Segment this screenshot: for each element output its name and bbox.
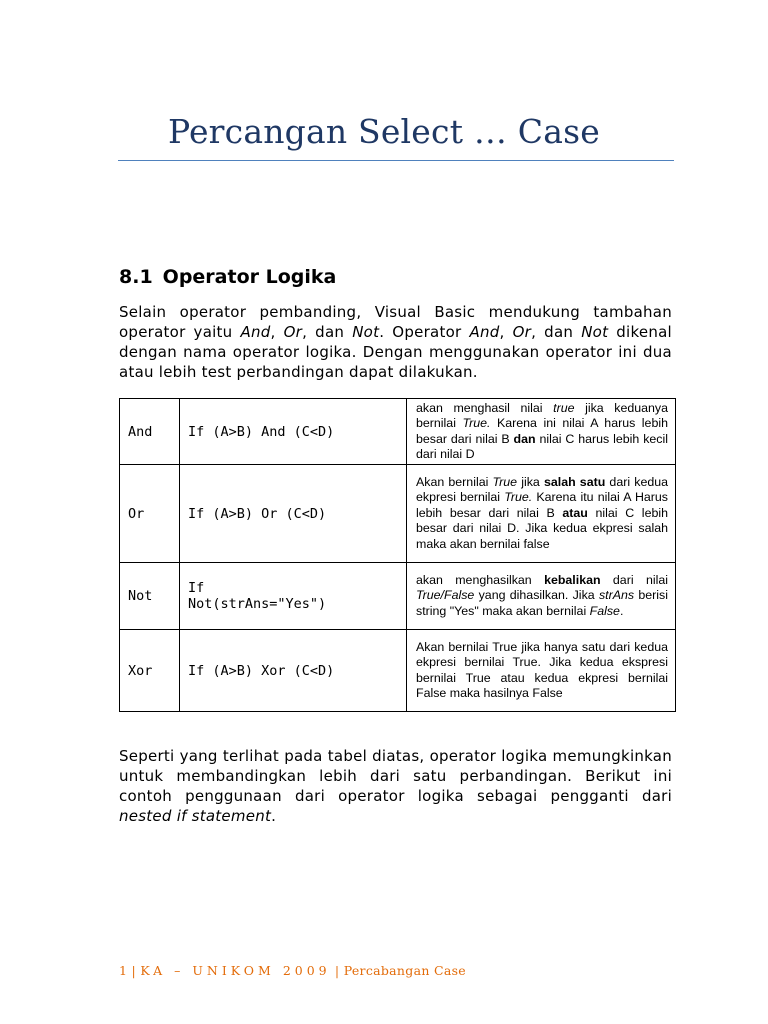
keyword-and: And	[469, 323, 500, 341]
desc-text: jika	[517, 474, 544, 489]
desc-text: nilai C harus lebih kecil dari nilai D	[416, 431, 668, 461]
desc-italic: True.	[504, 490, 533, 505]
table-row	[120, 630, 676, 712]
operator-cell: And	[120, 399, 180, 465]
desc-text: yang dihasilkan. Jika	[474, 588, 599, 603]
intro-paragraph	[119, 302, 672, 382]
desc-text: .	[619, 603, 624, 618]
keyword-and: And	[240, 323, 271, 341]
desc-italic: True.	[462, 416, 491, 430]
expression-cell: If (A>B) And (C<D)	[180, 399, 407, 465]
expression-cell: If (A>B) Or (C<D)	[180, 465, 407, 563]
desc-italic: true	[553, 400, 575, 415]
desc-text: Karena itu nilai A Harus lebih besar dari nilai B	[416, 490, 668, 520]
desc-text: nilai C lebih besar dari nilai D. Jika kedua ekpresi salah maka akan bernilai false	[416, 505, 668, 551]
intro-text: , dan	[531, 323, 582, 341]
section-title: Operator Logika	[162, 266, 337, 288]
desc-text: akan menghasilkan	[416, 572, 545, 587]
desc-bold: kebalikan	[544, 572, 601, 587]
section-number: 8.1	[119, 266, 153, 288]
desc-italic: True	[492, 474, 518, 489]
page-number: 1	[119, 963, 128, 978]
expression-cell	[180, 563, 407, 630]
desc-text: dari nilai	[600, 572, 668, 587]
expression-cell: If (A>B) Xor (C<D)	[180, 630, 407, 712]
outro-text: Seperti yang terlihat pada tabel diatas, operator logika memungkinkan untuk membandingkan lebih dari satu perbandingan. Berikut ini contoh penggunaan dari operator logika sebagai pengganti dari	[119, 747, 672, 805]
description-cell: Akan bernilai True jika hanya satu dari kedua ekpresi bernilai True. Jika kedua ekspresi bernilai True atau kedua ekpresi bernilai False maka hasilnya False	[407, 630, 676, 712]
intro-text: ,	[270, 323, 284, 341]
operator-cell: Or	[120, 465, 180, 563]
keyword-or: Or	[283, 323, 303, 341]
outro-text: .	[271, 807, 277, 825]
intro-text: ,	[499, 323, 513, 341]
operator-cell: Not	[120, 563, 180, 630]
intro-text: Selain operator pembanding, Visual Basic mendukung tambahan operator yaitu	[119, 303, 672, 341]
outro-paragraph	[119, 746, 672, 826]
desc-text: berisi string "Yes" maka akan bernilai	[416, 588, 668, 618]
operator-cell: Xor	[120, 630, 180, 712]
page-title: Percangan Select … Case	[168, 112, 600, 151]
table-row	[120, 465, 676, 563]
expression-line: If	[188, 580, 205, 596]
keyword-not: Not	[352, 323, 380, 341]
intro-text: dikenal dengan nama operator logika. Dengan menggunakan operator ini dua atau lebih test perbandingan dapat dilakukan.	[119, 323, 672, 381]
footer-org: KA – UNIKOM 2009	[140, 963, 331, 978]
intro-text: , dan	[302, 323, 353, 341]
desc-bold: atau	[562, 505, 588, 520]
description-cell	[407, 465, 676, 563]
desc-text: dari kedua ekpresi bernilai	[416, 474, 669, 505]
title-underline	[118, 160, 674, 161]
footer-separator: |	[330, 963, 344, 978]
desc-text: akan menghasil nilai	[416, 400, 554, 415]
description-cell	[407, 399, 676, 465]
section-heading	[119, 266, 336, 288]
description-cell	[407, 563, 676, 630]
desc-bold: dan	[513, 431, 536, 446]
desc-bold: salah satu	[543, 474, 606, 489]
desc-text: Akan bernilai	[416, 474, 493, 489]
page-footer	[119, 963, 466, 978]
desc-italic: True/False	[416, 588, 475, 603]
expression-line: Not(strAns="Yes")	[188, 596, 327, 612]
table-row	[120, 563, 676, 630]
desc-italic: strAns	[598, 588, 635, 603]
outro-italic: nested if statement	[119, 807, 272, 825]
logical-operators-table	[119, 398, 676, 712]
keyword-or: Or	[512, 323, 532, 341]
footer-chapter: Percabangan Case	[343, 963, 466, 978]
desc-italic: False	[589, 603, 620, 618]
footer-separator: |	[127, 963, 141, 978]
desc-text: Karena ini nilai A harus lebih besar dari nilai B	[416, 416, 668, 446]
keyword-not: Not	[581, 323, 609, 341]
table-row	[120, 399, 676, 465]
intro-text: . Operator	[379, 323, 470, 341]
desc-text: jika keduanya bernilai	[416, 400, 668, 430]
